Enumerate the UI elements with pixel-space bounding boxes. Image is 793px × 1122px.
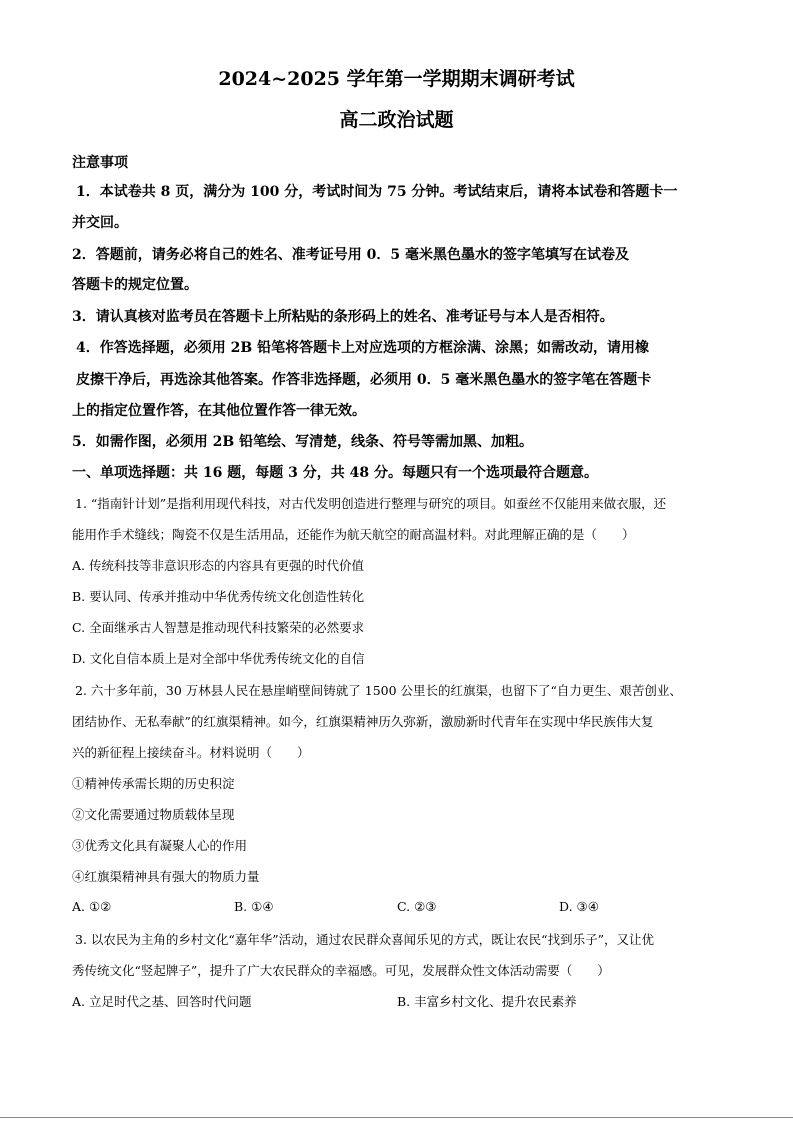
exam-subtitle: 高二政治试题 — [339, 109, 454, 131]
question-2-statement: ④红旗渠精神具有强大的物质力量 — [72, 869, 260, 884]
exam-title: 2024~2025 学年第一学期期末调研考试 — [218, 68, 575, 90]
question-3-option-b: B. 丰富乡村文化、提升农民素养 — [397, 994, 577, 1009]
question-1-stem-line: 1. “指南针计划”是指利用现代科技，对古代发明创造进行整理与研究的项目。如蚕丝不仅能用来做衣服，还 — [75, 496, 667, 511]
note-line: 3．请认真核对监考员在答题卡上所粘贴的条形码上的姓名、准考证号与本人是否相符。 — [72, 309, 614, 325]
question-1-option-d: D. 文化自信本质上是对全部中华优秀传统文化的自信 — [72, 651, 365, 666]
question-2-statement: ②文化需要通过物质载体呈现 — [72, 807, 235, 822]
question-2-option-a: A. ①② — [72, 899, 112, 914]
question-2-stem-line: 2. 六十多年前，30 万林县人民在悬崖峭壁间铸就了 1500 公里长的红旗渠，也留下了“自力更生、艰苦创业、 — [75, 683, 682, 698]
section-heading: 一、单项选择题：共 16 题，每题 3 分，共 48 分。每题只有一个选项最符合题意。 — [72, 465, 598, 481]
question-3-option-a: A. 立足时代之基、回答时代问题 — [72, 994, 252, 1009]
question-2-statement: ①精神传承需长期的历史积淀 — [72, 776, 235, 791]
question-2-option-b: B. ①④ — [234, 899, 274, 914]
question-2-stem-line: 兴的新征程上接续奋斗。材料说明（ ） — [72, 745, 310, 760]
note-line: 并交回。 — [72, 215, 128, 231]
question-3-stem-line: 3. 以农民为主角的乡村文化“嘉年华”活动，通过农民群众喜闻乐见的方式，既让农民“找到乐子”，又让优 — [75, 932, 654, 947]
notes-heading: 注意事项 — [72, 155, 128, 171]
question-1-stem-line: 能用作手术缝线；陶瓷不仅是生活用品，还能作为航天航空的耐高温材料。对此理解正确的是（ ） — [72, 527, 635, 542]
page-bottom-divider — [0, 1117, 793, 1118]
question-2-statement: ③优秀文化具有凝聚人心的作用 — [72, 838, 248, 853]
note-line: 上的指定位置作答，在其他位置作答一律无效。 — [72, 403, 366, 419]
note-line: 4．作答选择题，必须用 2B 铅笔将答题卡上对应选项的方框涂满、涂黑；如需改动，请用橡 — [76, 340, 650, 356]
question-2-option-d: D. ③④ — [559, 899, 599, 914]
note-line: 2．答题前，请务必将自己的姓名、准考证号用 0．5 毫米黑色墨水的签字笔填写在试卷及 — [72, 247, 629, 263]
question-3-stem-line: 秀传统文化“竖起牌子”，提升了广大农民群众的幸福感。可见，发展群众性文体活动需要（ ） — [72, 963, 610, 978]
question-1-option-a: A. 传统科技等非意识形态的内容具有更强的时代价值 — [72, 558, 364, 573]
question-2-stem-line: 团结协作、无私奉献”的红旗渠精神。如今，红旗渠精神历久弥新，激励新时代青年在实现中华民族伟大复 — [72, 714, 654, 729]
note-line: 1．本试卷共 8 页，满分为 100 分，考试时间为 75 分钟。考试结束后，请将本试卷和答题卡一 — [76, 184, 678, 200]
note-line: 答题卡的规定位置。 — [72, 277, 198, 293]
note-line: 5．如需作图，必须用 2B 铅笔绘、写清楚，线条、符号等需加黑、加粗。 — [72, 434, 534, 450]
question-1-option-b: B. 要认同、传承并推动中华优秀传统文化创造性转化 — [72, 589, 365, 604]
question-2-option-c: C. ②③ — [397, 899, 437, 914]
note-line: 皮擦干净后，再选涂其他答案。作答非选择题，必须用 0．5 毫米黑色墨水的签字笔在答题卡 — [76, 372, 652, 388]
question-1-option-c: C. 全面继承古人智慧是推动现代科技繁荣的必然要求 — [72, 620, 365, 635]
